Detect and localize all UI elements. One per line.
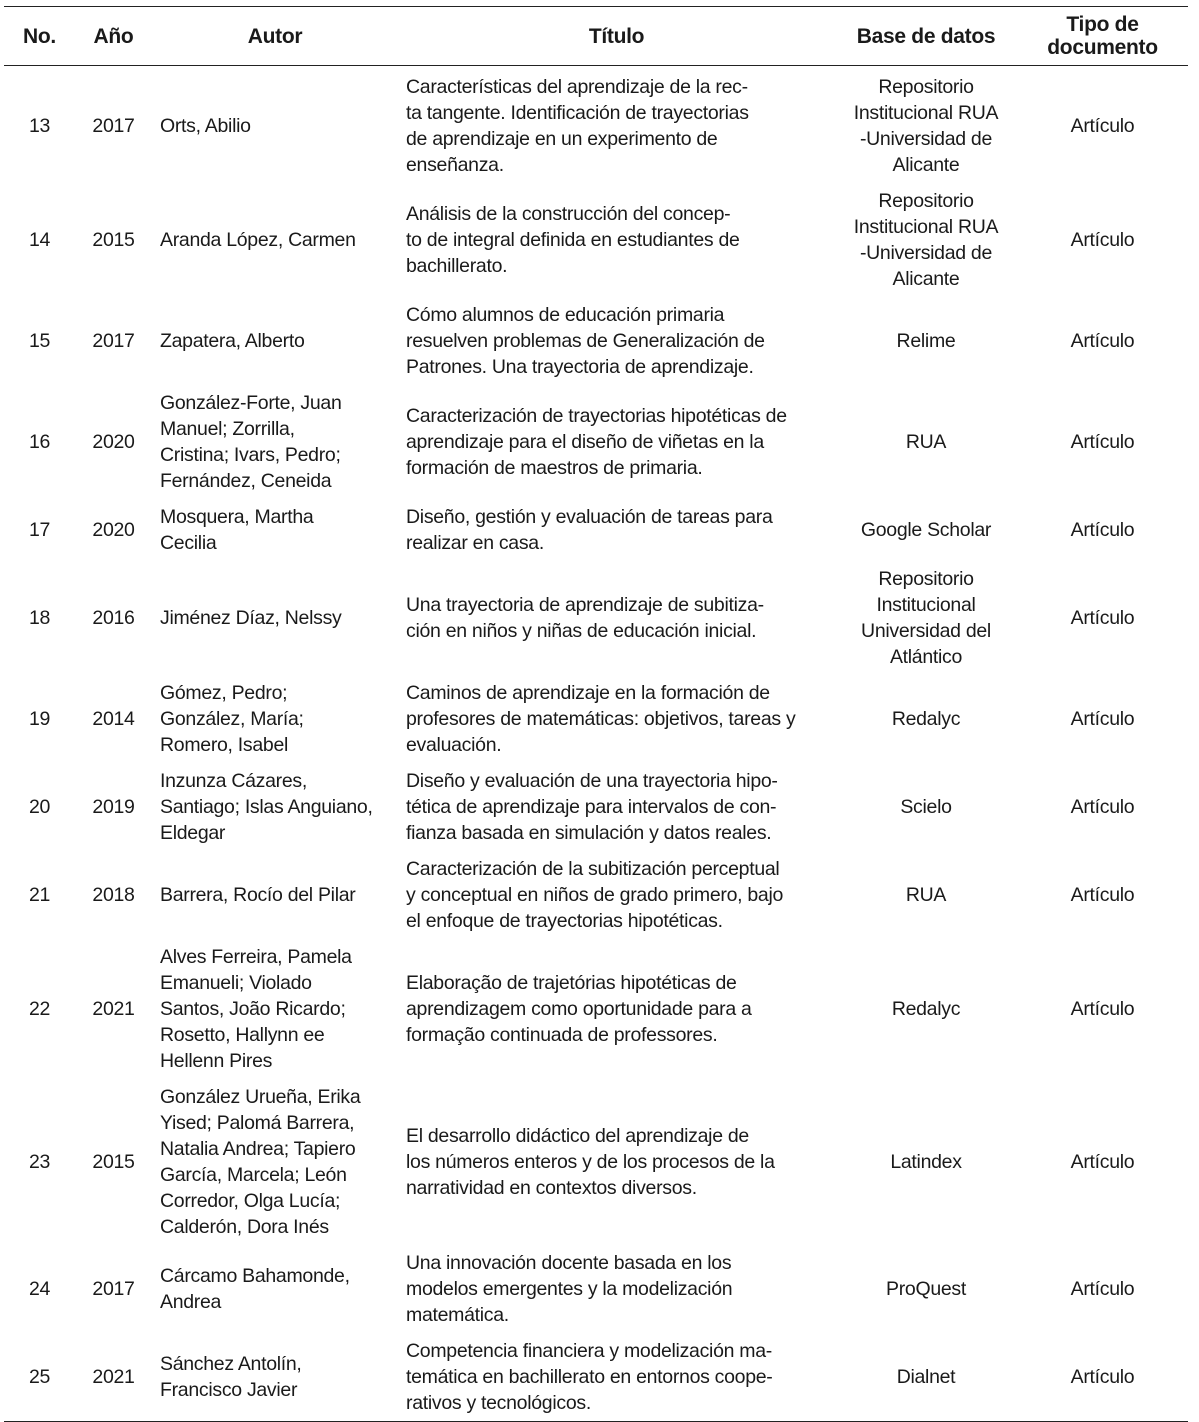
cell-author: González-Forte, Juan Manuel; Zorrilla, Cristina; Ivars, Pedro; Fernández, Ceneida <box>160 392 342 492</box>
cell-year: 2021 <box>92 1366 135 1388</box>
cell-author: Orts, Abilio <box>160 115 251 137</box>
cell-database: Repositorio Institucional RUA -Universidad de Alicante <box>853 190 999 290</box>
cell-year: 2020 <box>92 519 135 541</box>
cell-document-type: Artículo <box>1070 607 1135 629</box>
table-row <box>4 297 1188 385</box>
header-year: Año <box>93 24 134 48</box>
cell-no: 13 <box>28 115 51 137</box>
cell-no: 23 <box>28 1151 51 1173</box>
cell-database: Google Scholar <box>860 519 992 541</box>
cell-title: Diseño y evaluación de una trayectoria hipo- tética de aprendizaje para intervalos de con- fianza basada en simulación y datos reales. <box>406 770 778 844</box>
cell-document-type: Artículo <box>1070 1278 1135 1300</box>
table-row <box>4 1245 1188 1333</box>
table-row <box>4 499 1188 561</box>
cell-document-type: Artículo <box>1070 998 1135 1020</box>
cell-title: Análisis de la construcción del concep- to de integral definida en estudiantes de bachillerato. <box>406 203 740 277</box>
cell-no: 20 <box>28 796 51 818</box>
cell-no: 22 <box>28 998 51 1020</box>
cell-year: 2017 <box>92 1278 135 1300</box>
documents-table <box>4 6 1188 1422</box>
cell-year: 2015 <box>92 229 135 251</box>
table-row <box>4 385 1188 499</box>
header-database: Base de datos <box>856 24 996 48</box>
cell-author: Sánchez Antolín, Francisco Javier <box>160 1353 302 1401</box>
cell-document-type: Artículo <box>1070 796 1135 818</box>
cell-year: 2018 <box>92 884 135 906</box>
cell-author: Mosquera, Martha Cecilia <box>160 506 314 554</box>
cell-no: 19 <box>28 708 51 730</box>
cell-database: Redalyc <box>891 708 961 730</box>
cell-title: El desarrollo didáctico del aprendizaje de los números enteros y de los procesos de la narratividad en contextos diversos. <box>406 1125 775 1199</box>
cell-document-type: Artículo <box>1070 708 1135 730</box>
cell-database: RUA <box>905 884 947 906</box>
cell-no: 25 <box>28 1366 51 1388</box>
cell-year: 2020 <box>92 431 135 453</box>
cell-title: Diseño, gestión y evaluación de tareas para realizar en casa. <box>406 506 773 554</box>
cell-database: Scielo <box>900 796 952 818</box>
cell-title: Caracterización de la subitización perceptual y conceptual en niños de grado primero, bajo el enfoque de trayectorias hipotéticas. <box>406 858 784 932</box>
cell-title: Caminos de aprendizaje en la formación de profesores de matemáticas: objetivos, tareas y evaluación. <box>406 682 796 756</box>
cell-database: Dialnet <box>896 1366 956 1388</box>
cell-database: Repositorio Institucional Universidad del Atlántico <box>861 568 991 668</box>
cell-no: 15 <box>28 330 51 352</box>
header-document-type: Tipo de documento <box>1047 13 1158 59</box>
cell-year: 2014 <box>92 708 135 730</box>
cell-year: 2016 <box>92 607 135 629</box>
cell-document-type: Artículo <box>1070 115 1135 137</box>
cell-author: Barrera, Rocío del Pilar <box>160 884 356 906</box>
cell-no: 16 <box>28 431 51 453</box>
cell-document-type: Artículo <box>1070 431 1135 453</box>
cell-document-type: Artículo <box>1070 1151 1135 1173</box>
cell-title: Competencia financiera y modelización ma- temática en bachillerato en entornos coope- rativos y tecnológicos. <box>406 1340 773 1414</box>
cell-title: Caracterización de trayectorias hipotéticas de aprendizaje para el diseño de viñetas en la formación de maestros de primaria. <box>406 405 787 479</box>
cell-document-type: Artículo <box>1070 519 1135 541</box>
table-row <box>4 851 1188 939</box>
cell-year: 2015 <box>92 1151 135 1173</box>
cell-no: 21 <box>28 884 51 906</box>
cell-no: 14 <box>28 229 51 251</box>
table-row <box>4 183 1188 297</box>
cell-document-type: Artículo <box>1070 1366 1135 1388</box>
cell-title: Elaboração de trajetórias hipotéticas de aprendizagem como oportunidade para a formação continuada de professores. <box>406 972 752 1046</box>
cell-database: RUA <box>905 431 947 453</box>
cell-no: 18 <box>28 607 51 629</box>
cell-database: Redalyc <box>891 998 961 1020</box>
cell-title: Una innovación docente basada en los modelos emergentes y la modelización matemática. <box>406 1252 733 1326</box>
cell-author: Jiménez Díaz, Nelssy <box>160 607 342 629</box>
cell-database: Repositorio Institucional RUA -Universidad de Alicante <box>853 76 999 176</box>
cell-author: Zapatera, Alberto <box>160 330 305 352</box>
table-row <box>4 1333 1188 1422</box>
cell-author: Aranda López, Carmen <box>160 229 356 251</box>
cell-year: 2021 <box>92 998 135 1020</box>
header-no: No. <box>23 24 56 48</box>
table-row <box>4 939 1188 1079</box>
header-row <box>4 7 1188 66</box>
cell-author: Cárcamo Bahamonde, Andrea <box>160 1265 350 1313</box>
cell-document-type: Artículo <box>1070 884 1135 906</box>
cell-title: Características del aprendizaje de la rec- ta tangente. Identificación de trayectorias de aprendizaje en un experimento de enseñanza. <box>406 76 749 176</box>
header-author: Autor <box>247 24 303 48</box>
table-row <box>4 561 1188 675</box>
cell-author: Inzunza Cázares, Santiago; Islas Anguiano, Eldegar <box>160 770 373 844</box>
cell-author: Alves Ferreira, Pamela Emanueli; Violado Santos, João Ricardo; Rosetto, Hallynn ee Hellenn Pires <box>160 946 352 1072</box>
table-row <box>4 763 1188 851</box>
cell-year: 2017 <box>92 115 135 137</box>
header-title: Título <box>588 24 645 48</box>
cell-database: ProQuest <box>886 1278 966 1300</box>
cell-no: 17 <box>28 519 51 541</box>
cell-document-type: Artículo <box>1070 330 1135 352</box>
cell-title: Cómo alumnos de educación primaria resuelven problemas de Generalización de Patrones. Una trayectoria de aprendizaje. <box>406 304 765 378</box>
cell-year: 2019 <box>92 796 135 818</box>
cell-author: Gómez, Pedro; González, María; Romero, Isabel <box>160 682 304 756</box>
table-row <box>4 675 1188 763</box>
cell-database: Relime <box>896 330 956 352</box>
cell-database: Latindex <box>890 1151 962 1173</box>
table-row <box>4 66 1188 184</box>
cell-author: González Urueña, Erika Yised; Palomá Barrera, Natalia Andrea; Tapiero García, Marcela; León Corredor, Olga Lucía; Calderón, Dora Inés <box>160 1086 361 1238</box>
cell-document-type: Artículo <box>1070 229 1135 251</box>
cell-title: Una trayectoria de aprendizaje de subitiza- ción en niños y niñas de educación inicial. <box>406 594 764 642</box>
table-row <box>4 1079 1188 1245</box>
cell-year: 2017 <box>92 330 135 352</box>
cell-no: 24 <box>28 1278 51 1300</box>
